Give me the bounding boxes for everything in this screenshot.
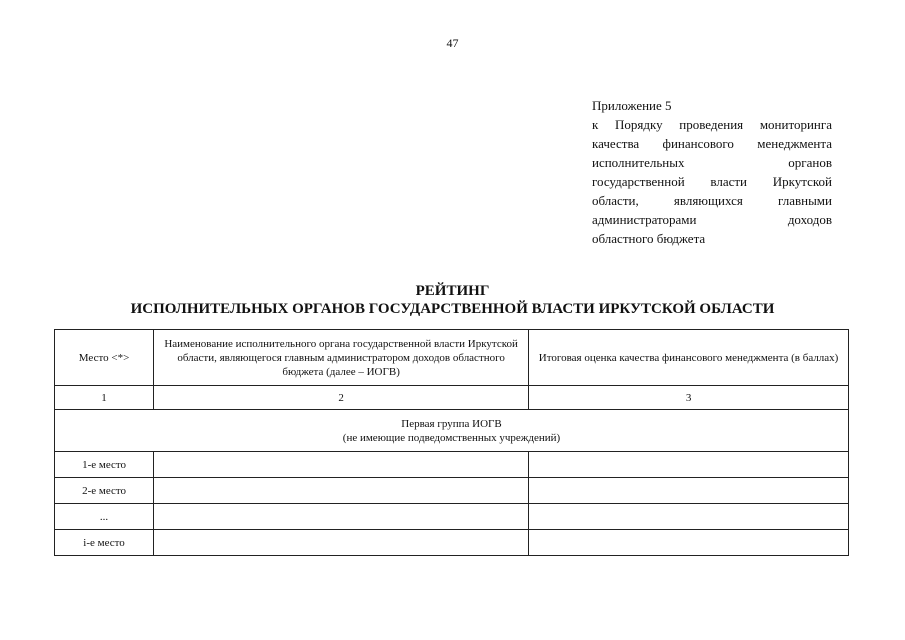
table-row bbox=[55, 530, 849, 556]
score-cell bbox=[529, 452, 849, 478]
organ-name-cell bbox=[154, 452, 529, 478]
appendix-line: Приложение 5 bbox=[592, 98, 672, 113]
page-number: 47 bbox=[446, 36, 459, 50]
place-cell: i-е место bbox=[55, 530, 154, 556]
appendix-line: качества финансового менеджмента bbox=[592, 136, 832, 151]
group-title: Первая группа ИОГВ bbox=[401, 417, 502, 430]
appendix-note bbox=[592, 96, 832, 248]
place-cell: ... bbox=[55, 504, 154, 530]
organ-name-cell bbox=[154, 478, 529, 504]
title-line-1: РЕЙТИНГ bbox=[415, 283, 490, 299]
column-number: 2 bbox=[154, 386, 529, 410]
place-cell: 2-е место bbox=[55, 478, 154, 504]
header-row bbox=[55, 330, 849, 386]
score-cell bbox=[529, 504, 849, 530]
appendix-line: исполнительных органов bbox=[592, 155, 832, 170]
group-subtitle: (не имеющие подведомственных учреждений) bbox=[342, 431, 561, 444]
table-row bbox=[55, 452, 849, 478]
column-number: 3 bbox=[529, 386, 849, 410]
header-organ-name: Наименование исполнительного органа государственной власти Иркутской области, являющегося главным администратором доходов областного бюджета (далее – ИОГВ) bbox=[154, 330, 529, 386]
organ-name-cell bbox=[154, 504, 529, 530]
organ-name-cell bbox=[154, 530, 529, 556]
appendix-line: администраторами доходов bbox=[592, 212, 832, 227]
place-cell: 1-е место bbox=[55, 452, 154, 478]
score-cell bbox=[529, 530, 849, 556]
appendix-line: к Порядку проведения мониторинга bbox=[592, 117, 832, 132]
table-row bbox=[55, 478, 849, 504]
header-score: Итоговая оценка качества финансового менеджмента (в баллах) bbox=[529, 330, 849, 386]
column-number-row bbox=[55, 386, 849, 410]
document-title bbox=[0, 282, 905, 318]
appendix-line: областного бюджета bbox=[592, 231, 706, 246]
appendix-line: области, являющихся главными bbox=[592, 193, 832, 208]
appendix-line: государственной власти Иркутской bbox=[592, 174, 832, 189]
table-row bbox=[55, 504, 849, 530]
group-row bbox=[55, 410, 849, 452]
rating-table bbox=[54, 329, 849, 556]
header-place: Место <*> bbox=[55, 330, 154, 386]
column-number: 1 bbox=[55, 386, 154, 410]
score-cell bbox=[529, 478, 849, 504]
group-cell bbox=[55, 410, 849, 452]
title-line-2: ИСПОЛНИТЕЛЬНЫХ ОРГАНОВ ГОСУДАРСТВЕННОЙ ВЛАСТИ ИРКУТСКОЙ ОБЛАСТИ bbox=[130, 301, 775, 317]
